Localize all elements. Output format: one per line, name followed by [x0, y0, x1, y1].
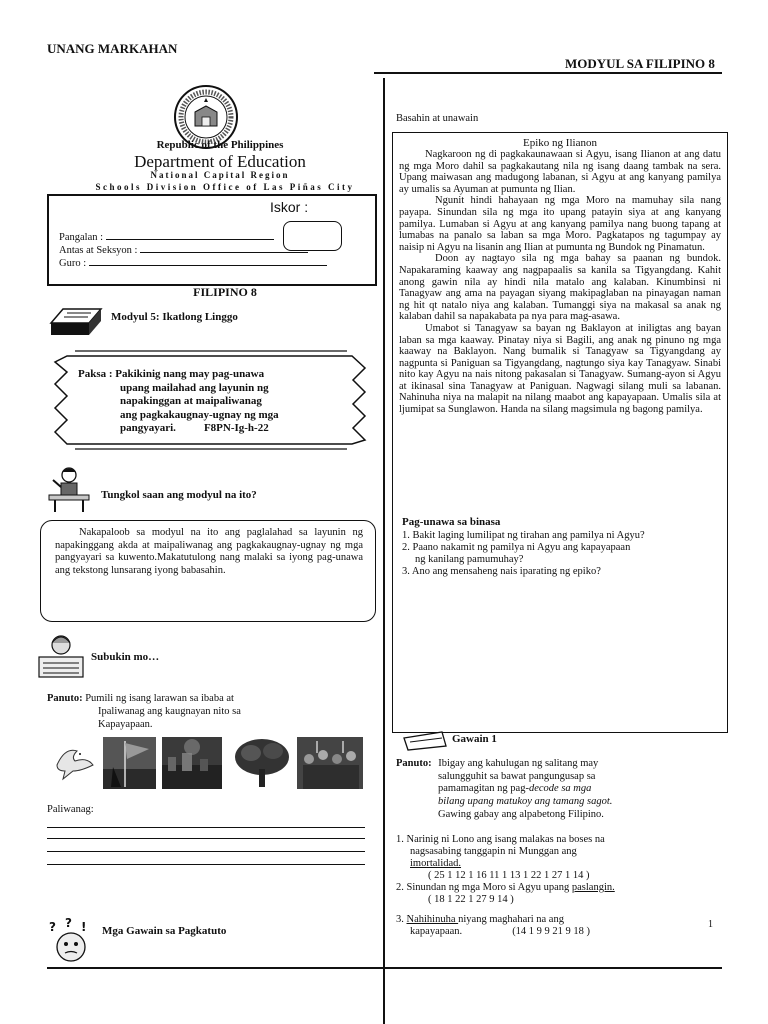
- panuto-line: bilang upang matukoy ang tamang sagot.: [438, 796, 613, 808]
- panuto-line: Ipaliwanag ang kaugnayan nito sa: [98, 706, 241, 717]
- item-1-line: 1. Narinig ni Lono ang isang malakas na boses na: [396, 834, 605, 845]
- left-panuto: [47, 692, 241, 731]
- department-label: Department of Education: [134, 152, 306, 171]
- guro-field[interactable]: [59, 256, 327, 269]
- panuto-label: Panuto:: [47, 693, 83, 704]
- epiko-paragraph: Umabot si Tanagyaw sa bayan ng Baklayon at iniligtas ang bayan laban sa mga kaaway. Pinatay niya si Bagili, ang anak ng pinuno ng mga kaaway na Baklayon. Nang bumalik si Tanagyaw sa Tigyangdang ay nagpunta si Paniguan sa Tigyangdang, nagtungo siya kay Tanagyaw. Sinabi nito kay Agyu na nais nitong pakasalan si Tanagyaw. Sumang-ayon si Agyu at ikinasal sina Tanagyaw at Paniguan. Nagwagi silang muli sa labanan. Nahinuha niya na malapit na nilang maabot ang kapayapaan. Umalis sila at ljumipat sa Sunglawon. Handa na silang magsimula ng bagong pamilya.: [399, 322, 721, 416]
- student-desk-icon: [47, 465, 92, 513]
- panuto-italic: decode sa mga: [528, 783, 592, 795]
- epiko-title: Epiko ng Ilianon: [523, 137, 597, 149]
- student-studying-icon: [33, 633, 88, 681]
- paliwanag-label: Paliwanag:: [47, 804, 94, 815]
- competency-code: F8PN-Ig-h-22: [203, 422, 269, 434]
- pangalan-line: [106, 230, 274, 240]
- paksa-line: napakinggan at maipaliwanag: [120, 395, 262, 407]
- item-3-line: niyang maghahari na ang: [458, 914, 564, 925]
- item-3-num: 3.: [396, 914, 407, 925]
- iskor-label: Iskor :: [270, 199, 309, 215]
- page-number: 1: [708, 919, 713, 930]
- paksa-line: upang mailahad ang layunin ng: [120, 381, 269, 394]
- antas-field[interactable]: [59, 243, 308, 256]
- pag-unawa-questions: [402, 530, 722, 578]
- paksa-text: [78, 368, 328, 436]
- subukin-heading: Subukin mo…: [91, 651, 160, 663]
- question-item: 1. Bakit laging lumilipat ng tirahan ang pamilya ni Agyu?: [402, 530, 645, 541]
- crowd-image: [297, 737, 363, 789]
- footer-rule: [47, 967, 722, 969]
- paksa-line: pangyayari.: [120, 422, 176, 434]
- panuto-line: pamamagitan ng pag-: [438, 783, 529, 795]
- intro-text: Nakapaloob sa modyul na ito ang paglalahad sa layunin ng napakinggang akda at maipaliwanag ang pagkakaugnay-ugnay ng mga pangyayari sa kuwento.Makatutulong nang malaki sa iyong pag-unawa ang tekstong lunsarang iyong babasahin.: [55, 527, 363, 577]
- item-3-word: Nahihinuha: [406, 914, 459, 925]
- item-1-word: imortalidad.: [410, 858, 462, 869]
- epiko-body: [399, 149, 721, 416]
- paksa-line: ang pagkakaugnay-ugnay ng mga: [120, 408, 279, 421]
- question-item: 3. Ano ang mensaheng nais iparating ng epiko?: [402, 566, 601, 577]
- modyul-title: Modyul 5: Ikatlong Linggo: [111, 311, 238, 323]
- region-label: National Capital Region: [150, 170, 290, 180]
- module-label: MODYUL SA FILIPINO 8: [565, 56, 715, 71]
- dove-image: [47, 737, 97, 789]
- answer-line[interactable]: [47, 827, 365, 828]
- panuto-line: salungguhit sa bawat pangungusap sa: [438, 770, 596, 782]
- answer-line[interactable]: [47, 851, 365, 852]
- panuto-line: Pumili ng isang larawan sa ibaba at: [85, 693, 234, 704]
- division-label: Schools Division Office of Las Piñas City: [95, 182, 355, 192]
- tungkol-heading: Tungkol saan ang modyul na ito?: [101, 489, 257, 501]
- right-panuto: [396, 758, 726, 822]
- basahin-label: Basahin at unawain: [396, 113, 479, 124]
- pangalan-label: Pangalan :: [59, 232, 104, 243]
- epiko-paragraph: Doon ay nagtayo sila ng mga bahay sa paanan ng bundok. Napakaraming kaaway ang nagpapaalis sa kanila sa Tigyangdang. Kahit anong gawin nila ay hindi nila matalo ang kalaban. Kinumbinsi ni Tanagyaw ang ama na payagan siyang makipaglaban na pinayagan naman ng hit qt natalo niya ang kalaban. Tumanggi siya na makasal sa anak ng kalaban dahil sa napakabata pa nya para mag-asawa.: [399, 253, 721, 323]
- item-2-code: ( 18 1 22 1 27 9 14 ): [428, 894, 514, 905]
- flag-soldier-image: [103, 737, 156, 789]
- gawain-items: [396, 834, 726, 938]
- pangalan-field[interactable]: [59, 230, 274, 243]
- epiko-paragraph: Ngunit hindi hahayaan ng mga Moro na mamuhay sila nang payapa. Sinundan sila ng mga ito upang patayin siya at ang kanyang pamilya. Lumaban si Agyu at ang kanyang pamilya nang buong tapang at lumabas na panalo sa laban sa mga Moro. Pagkatapos ng tagumpay ay naisip ni Agyu na lisanin ang Ilian at pumunta ng Bundok ng Pinamatun.: [399, 195, 721, 253]
- guro-line: [89, 256, 327, 266]
- mga-gawain-heading: Mga Gawain sa Pagkatuto: [102, 925, 227, 937]
- item-3-line: kapayapaan.: [410, 926, 463, 937]
- panuto-line: Ibigay ang kahulugan ng salitang may: [438, 758, 599, 769]
- question-item: 2. Paano nakamit ng pamilya ni Agyu ang kapayapaan ng kanilang pamumuhay?: [402, 542, 631, 565]
- gawain1-heading: Gawain 1: [452, 733, 497, 745]
- panuto-line: Gawing gabay ang alpabetong Filipino.: [438, 808, 604, 820]
- republic-label: Republic of the Philippines: [156, 139, 284, 151]
- item-2-word: paslangin.: [571, 882, 615, 893]
- book-pencil-icon: [402, 728, 448, 752]
- svg-text:?: ?: [65, 917, 72, 930]
- thinking-face-icon: [45, 917, 97, 967]
- answer-line[interactable]: [47, 838, 365, 839]
- paksa-line: Paksa : Pakikinig nang may pag-unawa: [78, 368, 265, 380]
- panuto-line: Kapayapaan.: [98, 719, 153, 730]
- book-icon: [47, 305, 105, 341]
- quarter-label: UNANG MARKAHAN: [47, 41, 178, 56]
- epiko-paragraph: Nagkaroon ng di pagkakaunawaan si Agyu, isang Ilianon at ang datu ng mga Moro dahil sa pagkakautang nila ng isang daang tambak na sera. Upang maiwasan ang madugong labanan, si Agyu at ang kanyang pamilya ay umalis sa Ayuman at pumunta ng Ilian.: [399, 149, 721, 195]
- antas-line: [140, 243, 308, 253]
- subject-title: FILIPINO 8: [193, 285, 257, 299]
- svg-text:!: !: [81, 920, 87, 934]
- antas-label: Antas at Seksyon :: [59, 245, 138, 256]
- item-1-line: nagsasabing tanggapin ni Munggan ang: [410, 846, 577, 857]
- panuto-label: Panuto:: [396, 758, 432, 769]
- item-2-line: 2. Sinundan ng mga Moro si Agyu upang: [396, 882, 572, 893]
- pag-unawa-title: Pag-unawa sa binasa: [402, 516, 501, 528]
- item-3-code: (14 1 9 9 21 9 18 ): [512, 926, 591, 937]
- header-rule: [374, 72, 722, 74]
- guro-label: Guro :: [59, 258, 87, 269]
- answer-line[interactable]: [47, 864, 365, 865]
- war-city-image: [162, 737, 222, 789]
- tree-image: [229, 737, 295, 789]
- item-1-code: ( 25 1 12 1 16 11 1 13 1 22 1 27 1 14 ): [428, 870, 590, 881]
- column-divider: [383, 78, 385, 1024]
- svg-text:?: ?: [49, 920, 56, 934]
